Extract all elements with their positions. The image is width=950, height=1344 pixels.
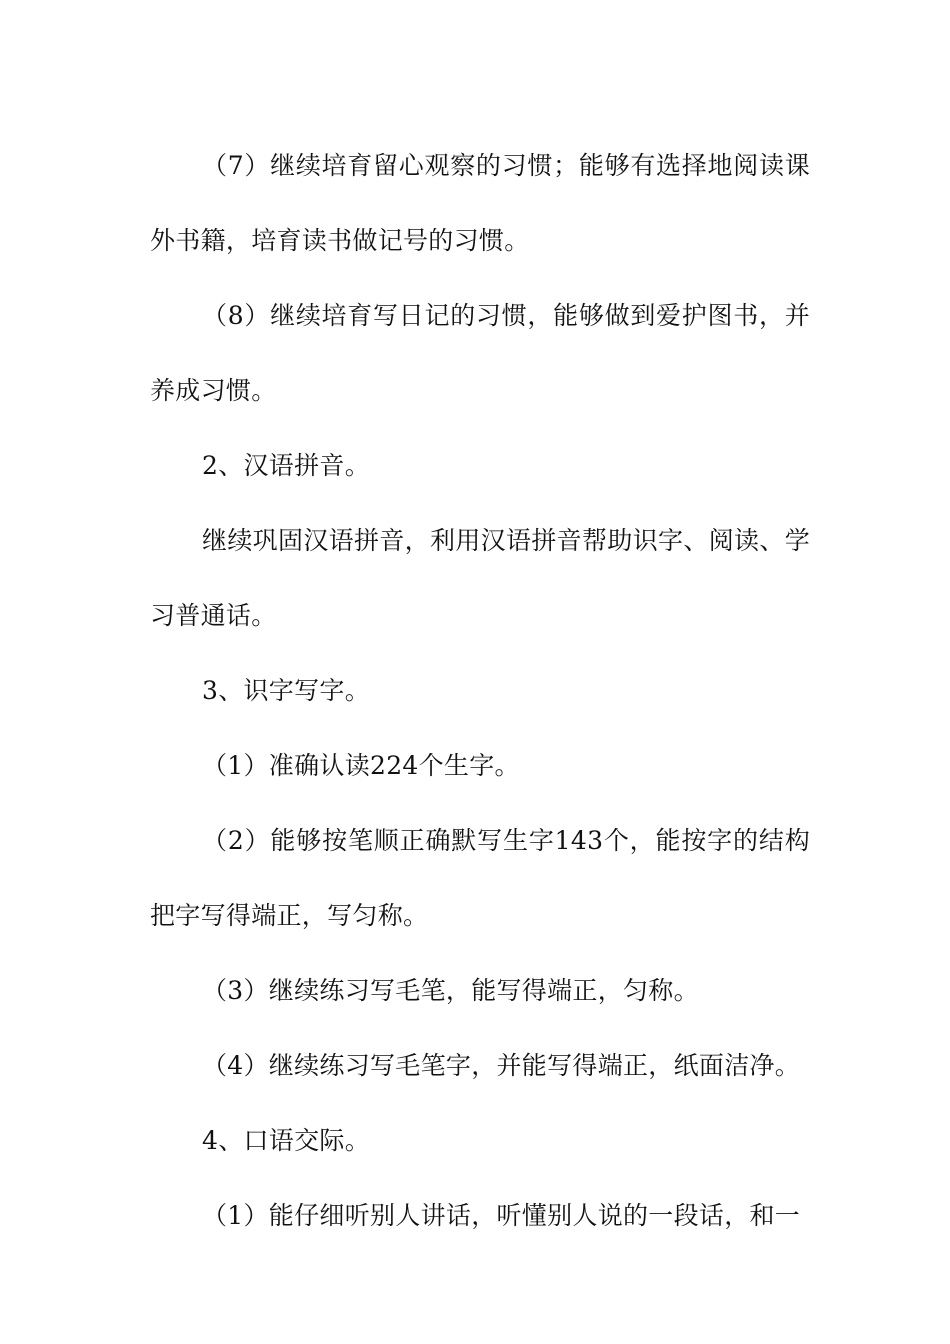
section-heading-oral: 4、口语交际。 (202, 1126, 371, 1155)
paragraph-literacy-2: （2）能够按笔顺正确默写生字143个，能按字的结构把字写得端正，写匀称。 (150, 826, 810, 930)
document-body (150, 128, 810, 1253)
section-heading-literacy: 3、识字写字。 (202, 676, 371, 705)
section-heading-pinyin: 2、汉语拼音。 (202, 451, 371, 480)
paragraph-literacy-3: （3）继续练习写毛笔，能写得端正，匀称。 (202, 976, 699, 1005)
paragraph-literacy-4: （4）继续练习写毛笔字，并能写得端正，纸面洁净。 (202, 1051, 801, 1080)
paragraph-literacy-1: （1）准确认读224个生字。 (202, 751, 520, 780)
paragraph-oral-1: （1）能仔细听别人讲话，听懂别人说的一段话，和一 (202, 1201, 801, 1230)
paragraph-pinyin: 继续巩固汉语拼音，利用汉语拼音帮助识字、阅读、学习普通话。 (150, 526, 810, 630)
paragraph-habit-7: （7）继续培育留心观察的习惯；能够有选择地阅读课外书籍，培育读书做记号的习惯。 (150, 151, 810, 255)
paragraph-habit-8: （8）继续培育写日记的习惯，能够做到爱护图书，并养成习惯。 (150, 301, 810, 405)
